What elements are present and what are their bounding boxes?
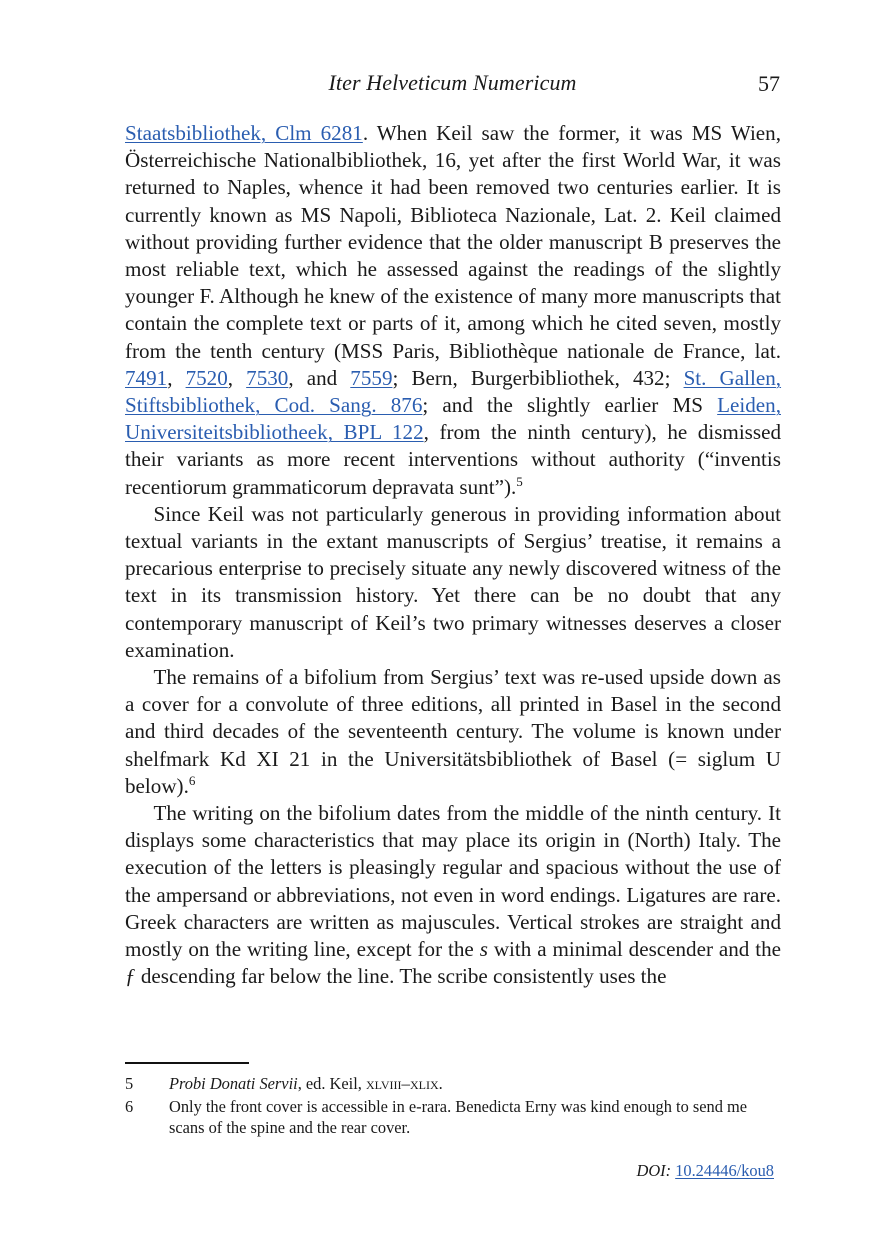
footnote-6-text: Only the front cover is accessible in e-rara. Benedicta Erny was kind enough to send me scans of the spine and the rear cover. — [169, 1096, 748, 1138]
footnote-ref-5[interactable]: 5 — [516, 473, 523, 489]
paragraph-1 — [125, 120, 781, 501]
paragraph-4 — [125, 800, 781, 990]
footnote-separator-rule — [125, 1062, 249, 1064]
running-head-title: Iter Helveticum Numericum — [328, 70, 577, 95]
paragraph-3 — [125, 664, 781, 800]
footnote-5-title: Probi Donati Servii — [169, 1074, 298, 1093]
paragraph-4-italic-f: ƒ — [125, 964, 136, 989]
paragraph-4-text-3: descending far below the line. The scribe consistently uses the — [135, 964, 667, 989]
footnote-5-text-end: . — [438, 1074, 443, 1093]
paragraph-1-text-6: ; and the slightly earlier MS — [422, 393, 718, 418]
link-paris-lat-7559[interactable]: 7559 — [350, 365, 393, 390]
paragraph-4-italic-s: s — [479, 937, 488, 962]
paragraph-4-text-2: with a minimal descender and the — [487, 937, 782, 962]
footnotes-area — [125, 1062, 781, 1140]
paragraph-2 — [125, 501, 781, 664]
link-paris-lat-7520[interactable]: 7520 — [185, 365, 228, 390]
footnote-5-pages: xlviii–xlix — [365, 1074, 439, 1093]
paragraph-1-text-7: , from the ninth century), he dismissed their variants as more recent interventions without authority (“inventis recentiorum grammaticorum depravata sunt”). — [125, 420, 782, 499]
doi-line — [636, 1161, 774, 1181]
link-paris-lat-7530[interactable]: 7530 — [246, 365, 289, 390]
doi-label: DOI: — [636, 1161, 672, 1180]
link-leiden-bpl-122[interactable]: Leiden, Universiteitsbibliotheek, BPL 122 — [125, 393, 781, 445]
link-st-gallen-cod-sang-876[interactable]: St. Gallen, Stiftsbibliothek, Cod. Sang. 876 — [125, 365, 782, 418]
footnote-6-number: 6 — [125, 1096, 134, 1116]
doi-link[interactable]: 10.24446/kou8 — [675, 1161, 774, 1180]
paragraph-1-text-3: , — [227, 365, 247, 390]
paragraph-1-text-2: , — [167, 365, 186, 390]
link-paris-lat-7491[interactable]: 7491 — [125, 365, 168, 390]
footnote-ref-6[interactable]: 6 — [188, 772, 196, 788]
page-number: 57 — [758, 71, 780, 96]
body-text-block — [125, 120, 781, 991]
footnote-6 — [125, 1096, 781, 1139]
paragraph-1-text-1: . When Keil saw the former, it was MS Wien, Österreichische Nationalbibliothek, 16, yet after the first World War, it was returned to Naples, whence it had been removed two centuries earlier. It is currently known as MS Napoli, Biblioteca Nazionale, Lat. 2. Keil claimed without providing further evidence that the older manuscript B preserves the most reliable text, which he assessed against the readings of the slightly younger F. Although he knew of the existence of many more manuscripts that contain the complete text or parts of it, among which he cited seven, mostly from the tenth century (MSS Paris, Bibliothèque nationale de France, lat. — [125, 121, 781, 363]
paragraph-3-text: The remains of a bifolium from Sergius’ text was re-used upside down as a cover for a convolute of three editions, all printed in Basel in the second and third decades of the seventeenth century. The volume is known under shelfmark Kd XI 21 in the Universitätsbibliothek of Basel (= siglum U below). — [125, 665, 781, 798]
running-head — [125, 70, 780, 100]
footnote-5-text-after: , ed. Keil, — [297, 1074, 366, 1093]
paragraph-2-text: Since Keil was not particularly generous in providing information about textual variants in the extant manuscripts of Sergius’ treatise, it remains a precarious enterprise to precisely situate any newly discovered witness of the text in its transmission history. Yet there can be no doubt that any contemporary manuscript of Keil’s two primary witnesses deserves a closer examination. — [125, 501, 781, 662]
footnote-5 — [125, 1073, 781, 1095]
paragraph-4-text-1: The writing on the bifolium dates from the middle of the ninth century. It displays some characteristics that may place its origin in (North) Italy. The execution of the letters is pleasingly regular and spacious without the use of the ampersand or abbreviations, not even in word endings. Ligatures are rare. Greek characters are written as majuscules. Vertical strokes are straight and mostly on the writing line, except for the — [125, 801, 781, 962]
paragraph-1-text-4: , and — [288, 365, 351, 390]
paragraph-1-text-5: ; Bern, Burgerbibliothek, 432; — [392, 365, 684, 390]
footnote-5-number: 5 — [125, 1074, 134, 1093]
link-staatsbibliothek-clm-6281[interactable]: Staatsbibliothek, Clm 6281 — [125, 121, 363, 145]
